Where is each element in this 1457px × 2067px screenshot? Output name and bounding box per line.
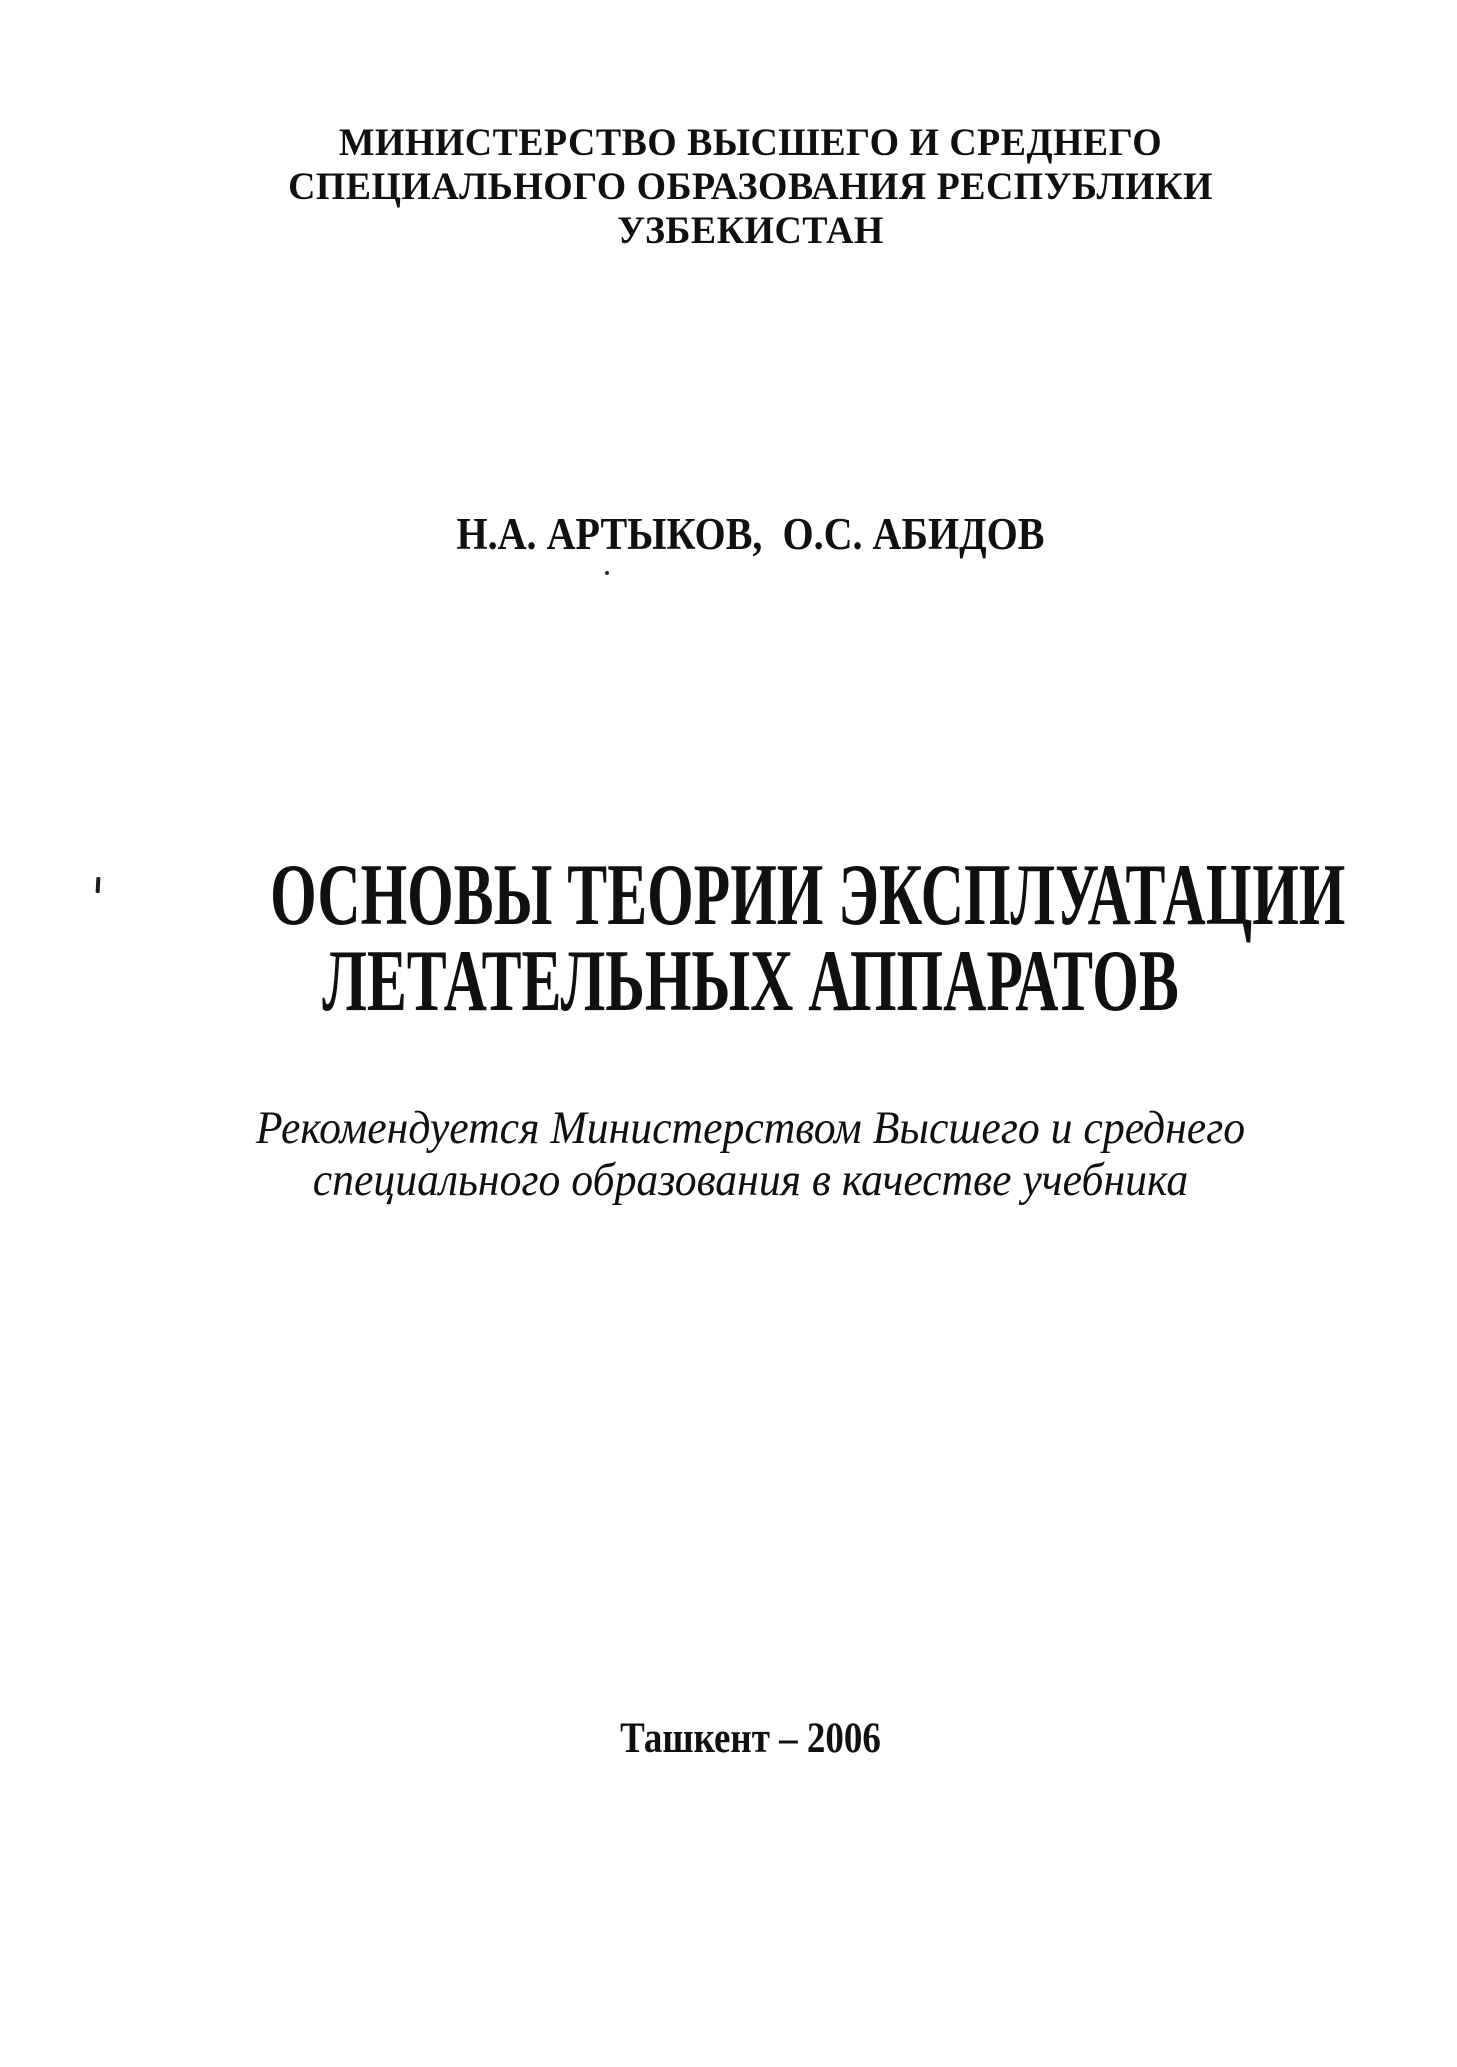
authors-line: Н.А. АРТЫКОВ, О.С. АБИДОВ <box>456 509 1045 559</box>
imprint-line <box>143 1715 1358 1763</box>
book-title-line-2: ЛЕТАТЕЛЬНЫХ АППАРАТОВ <box>322 933 1179 1030</box>
imprint-text: Ташкент – 2006 <box>620 1715 881 1762</box>
ministry-header-line-2: СПЕЦИАЛЬНОГО ОБРАЗОВАНИЯ РЕСПУБЛИКИ <box>288 165 1213 208</box>
recommendation-line-2: специального образования в качестве учебника <box>312 1154 1189 1206</box>
book-title-line-1: ОСНОВЫ ТЕОРИИ ЭКСПЛУАТАЦИИ <box>270 847 1346 944</box>
ministry-header-line-3: УЗБЕКИСТАН <box>617 209 884 252</box>
book-title <box>44 847 1457 1030</box>
recommendation-line-1: Рекомендуется Министерством Высшего и среднего <box>255 1102 1246 1154</box>
recommendation-note <box>93 1102 1407 1206</box>
ministry-header <box>65 121 1436 253</box>
scan-speck-dot <box>605 571 609 575</box>
ministry-header-line-1: МИНИСТЕРСТВО ВЫСШЕГО И СРЕДНЕГО <box>338 121 1163 164</box>
